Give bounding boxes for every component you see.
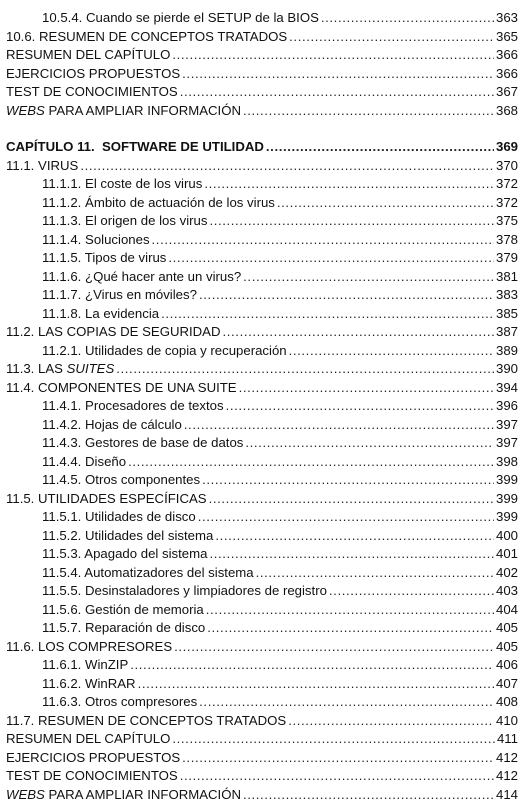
toc-entry-title: Diseño — [85, 454, 126, 469]
toc-entry-label — [6, 323, 221, 342]
toc-entry-page: 411 — [497, 730, 518, 749]
toc-entry-label — [6, 730, 170, 749]
toc-entry-number: 11.3. — [6, 361, 34, 376]
toc-entry — [6, 730, 518, 749]
toc-entry — [6, 9, 518, 28]
toc-entry-page: 390 — [496, 360, 518, 379]
toc-entry-page: 400 — [496, 527, 518, 546]
toc-entry-label — [6, 712, 286, 731]
toc-entry-title: Procesadores de textos — [85, 398, 224, 413]
toc-entry-title: Gestión de memoria — [85, 602, 204, 617]
toc-entry — [6, 379, 518, 398]
toc-entry-label — [42, 9, 319, 28]
toc-entry-page: 407 — [496, 675, 518, 694]
toc-entry-number: 10.6. — [6, 29, 35, 44]
toc-entry-title: Utilidades del sistema — [85, 528, 213, 543]
toc-entry-title: Soluciones — [85, 232, 150, 247]
toc-entry-number: 11.2. — [6, 324, 34, 339]
toc-entry — [6, 46, 518, 65]
toc-entry-page: 398 — [496, 453, 518, 472]
toc-entry-label — [42, 453, 126, 472]
toc-entry-title: Reparación de disco — [85, 620, 205, 635]
dot-leader — [184, 416, 494, 435]
toc-entry-number: 11.1.3. — [42, 213, 81, 228]
toc-entry-page: 372 — [496, 175, 518, 194]
toc-entry-label — [6, 767, 178, 786]
toc-entry-title: VIRUS — [38, 158, 78, 173]
toc-entry-label — [6, 28, 287, 47]
toc-entry-title: RESUMEN DEL CAPÍTULO — [6, 47, 170, 62]
toc-entry — [6, 249, 518, 268]
toc-entry-page: 365 — [496, 28, 518, 47]
toc-entry-page: 397 — [496, 434, 518, 453]
toc-entry-title: El coste de los virus — [85, 176, 202, 191]
toc-entry — [6, 286, 518, 305]
toc-entry-number: 11.1.6. — [42, 269, 81, 284]
chapter-label — [6, 138, 264, 157]
toc-entry-number: 11.6. — [6, 639, 34, 654]
dot-leader — [329, 582, 494, 601]
toc-entry — [6, 268, 518, 287]
toc-entry-label — [42, 416, 182, 435]
toc-entry-number: 11.5.7. — [42, 620, 81, 635]
toc-entry-label — [42, 471, 200, 490]
toc-entry-number: 11.1.5. — [42, 250, 81, 265]
toc-entry — [6, 360, 518, 379]
toc-entry-number: 11.6.1. — [42, 657, 81, 672]
toc-entry-page: 399 — [496, 490, 518, 509]
toc-entry — [6, 619, 518, 638]
toc-entry — [6, 102, 518, 121]
dot-leader — [245, 434, 494, 453]
toc-entry-title: Cuando se pierde el SETUP de la BIOS — [86, 10, 319, 25]
toc-entry-label — [6, 157, 78, 176]
dot-leader — [182, 65, 494, 84]
toc-entry-label — [6, 46, 170, 65]
toc-entry-label — [6, 786, 241, 804]
toc-entry-page: 399 — [496, 508, 518, 527]
dot-leader — [289, 28, 494, 47]
toc-entry-label — [42, 286, 197, 305]
toc-entry-title-italic: WEBS — [6, 103, 45, 118]
toc-entry-title: WinZIP — [85, 657, 128, 672]
toc-entry-page: 402 — [496, 564, 518, 583]
toc-entry-number: 11.4. — [6, 380, 34, 395]
toc-entry-title: Utilidades de copia y recuperación — [85, 343, 287, 358]
dot-leader — [256, 564, 494, 583]
toc-entry-label — [6, 379, 237, 398]
toc-entry-number: 11.5.3. — [42, 546, 81, 561]
toc-entry-title: LAS — [38, 361, 67, 376]
toc-entry-number: 11.7. — [6, 713, 34, 728]
toc-entry-label — [42, 434, 243, 453]
toc-entry-title: Gestores de base de datos — [85, 435, 243, 450]
toc-entry-title: Utilidades de disco — [85, 509, 196, 524]
toc-entry-label — [6, 83, 178, 102]
toc-entry-label — [42, 564, 254, 583]
dot-leader — [209, 490, 494, 509]
toc-entry-number: 11.1. — [6, 158, 34, 173]
dot-leader — [321, 9, 494, 28]
dot-leader — [116, 360, 494, 379]
toc-entry — [6, 28, 518, 47]
toc-entry-label — [42, 582, 327, 601]
toc-entry-title: UTILIDADES ESPECÍFICAS — [38, 491, 207, 506]
toc-entry — [6, 471, 518, 490]
toc-entry-number: 11.5.1. — [42, 509, 81, 524]
toc-entry-label — [6, 102, 241, 121]
toc-entry-page: 366 — [496, 65, 518, 84]
toc-entry — [6, 490, 518, 509]
dot-leader — [243, 786, 494, 804]
dot-leader — [207, 619, 494, 638]
toc-entry-title: COMPONENTES DE UNA SUITE — [38, 380, 237, 395]
toc-entry — [6, 527, 518, 546]
toc-entry-page: 372 — [496, 194, 518, 213]
toc-entry-number: 11.5.6. — [42, 602, 81, 617]
toc-entry-title-italic: WEBS — [6, 787, 45, 802]
toc-entry-page: 412 — [496, 749, 518, 768]
dot-leader — [223, 323, 494, 342]
dot-leader — [277, 194, 494, 213]
toc-entry — [6, 601, 518, 620]
toc-entry-page: 375 — [496, 212, 518, 231]
dot-leader — [243, 268, 494, 287]
toc-entry-label — [6, 749, 180, 768]
toc-entry-page: 405 — [496, 638, 518, 657]
toc-entry — [6, 65, 518, 84]
toc-entry-title: RESUMEN DE CONCEPTOS TRATADOS — [39, 29, 287, 44]
toc-entry-label — [42, 397, 224, 416]
toc-entry-number: 11.5.4. — [42, 565, 81, 580]
toc-entry — [6, 212, 518, 231]
toc-entry-title: Otros compresores — [85, 694, 197, 709]
toc-entry-label — [42, 194, 275, 213]
toc-entry-title: Hojas de cálculo — [85, 417, 182, 432]
dot-leader — [198, 508, 494, 527]
dot-leader — [130, 656, 494, 675]
dot-leader — [215, 527, 494, 546]
toc-entry-page: 394 — [496, 379, 518, 398]
toc-entry-page: 383 — [496, 286, 518, 305]
toc-entry-title: PARA AMPLIAR INFORMACIÓN — [45, 103, 241, 118]
toc-entry-label — [42, 601, 204, 620]
toc-entry-page: 397 — [496, 416, 518, 435]
toc-block-chapter-10-end — [6, 9, 518, 120]
toc-entry — [6, 194, 518, 213]
dot-leader — [239, 379, 494, 398]
toc-entry-number: 11.4.3. — [42, 435, 81, 450]
toc-entry-page: 368 — [496, 102, 518, 121]
toc-entry — [6, 342, 518, 361]
toc-entry-title-italic: SUITES — [67, 361, 115, 376]
toc-entry — [6, 656, 518, 675]
dot-leader — [152, 231, 494, 250]
toc-entry — [6, 786, 518, 804]
toc-entry-label — [42, 527, 213, 546]
toc-entry-number: 11.4.1. — [42, 398, 81, 413]
dot-leader — [161, 305, 494, 324]
toc-entry-title: Apagado del sistema — [84, 546, 207, 561]
toc-entry-title: Otros componentes — [85, 472, 200, 487]
toc-entry-label — [6, 490, 207, 509]
toc-entry-page: 404 — [496, 601, 518, 620]
toc-entry-title: LAS COPIAS DE SEGURIDAD — [38, 324, 220, 339]
toc-entry — [6, 508, 518, 527]
toc-entry — [6, 453, 518, 472]
toc-entry — [6, 749, 518, 768]
dot-leader — [172, 730, 495, 749]
toc-entry — [6, 767, 518, 786]
dot-leader — [138, 675, 494, 694]
toc-entry-title: El origen de los virus — [85, 213, 207, 228]
dot-leader — [288, 712, 494, 731]
toc-entry-page: 405 — [496, 619, 518, 638]
toc-entry-number: 11.1.8. — [42, 306, 81, 321]
toc-entry-title: LOS COMPRESORES — [38, 639, 172, 654]
toc-entry-number: 11.5.5. — [42, 583, 81, 598]
toc-entry-page: 370 — [496, 157, 518, 176]
toc-entry-page: 410 — [496, 712, 518, 731]
toc-entry-page: 367 — [496, 83, 518, 102]
toc-entry — [6, 305, 518, 324]
toc-entry — [6, 157, 518, 176]
toc-entry-label — [6, 638, 172, 657]
toc-entry-label — [42, 212, 207, 231]
toc-entry-page: 379 — [496, 249, 518, 268]
toc-entry-number: 11.1.4. — [42, 232, 81, 247]
dot-leader — [266, 138, 494, 157]
toc-entry — [6, 582, 518, 601]
toc-entry-label — [42, 619, 205, 638]
toc-entry-number: 11.1.1. — [42, 176, 81, 191]
dot-leader — [128, 453, 494, 472]
toc-entry-page: 378 — [496, 231, 518, 250]
chapter-page: 369 — [496, 138, 518, 157]
toc-entry-label — [42, 305, 159, 324]
toc-entry-number: 11.5.2. — [42, 528, 81, 543]
dot-leader — [172, 46, 494, 65]
toc-entry-title: EJERCICIOS PROPUESTOS — [6, 66, 180, 81]
toc-entry-number: 11.2.1. — [42, 343, 81, 358]
toc-entry — [6, 434, 518, 453]
dot-leader — [209, 545, 494, 564]
toc-entry-page: 363 — [496, 9, 518, 28]
dot-leader — [180, 767, 494, 786]
toc-entry-title: Desinstaladores y limpiadores de registro — [85, 583, 327, 598]
toc-entry-label — [42, 268, 241, 287]
dot-leader — [204, 175, 494, 194]
dot-leader — [206, 601, 494, 620]
toc-entry-label — [42, 342, 287, 361]
dot-leader — [199, 286, 494, 305]
toc-entry-page: 385 — [496, 305, 518, 324]
dot-leader — [174, 638, 494, 657]
dot-leader — [168, 249, 494, 268]
toc-entry-page: 414 — [496, 786, 518, 804]
toc-entry — [6, 693, 518, 712]
toc-entry-title: ¿Qué hacer ante un virus? — [85, 269, 241, 284]
dot-leader — [182, 749, 494, 768]
toc-entry — [6, 83, 518, 102]
toc-entry — [6, 323, 518, 342]
dot-leader — [209, 212, 494, 231]
toc-entry-number: 11.4.2. — [42, 417, 81, 432]
toc-entry-page: 401 — [496, 545, 518, 564]
toc-entry-page: 389 — [496, 342, 518, 361]
toc-entry-title: WinRAR — [85, 676, 136, 691]
toc-entry-page: 408 — [496, 693, 518, 712]
toc-entry-label — [6, 360, 114, 379]
toc-entry-label — [42, 693, 197, 712]
toc-entry-page: 366 — [496, 46, 518, 65]
toc-entry-title: Tipos de virus — [85, 250, 167, 265]
toc-entry-label — [42, 508, 196, 527]
dot-leader — [202, 471, 494, 490]
toc-entry-page: 412 — [496, 767, 518, 786]
toc-entry-page: 396 — [496, 397, 518, 416]
toc-entry-label — [42, 675, 136, 694]
toc-entry-title: La evidencia — [85, 306, 159, 321]
toc-entry-label — [42, 231, 150, 250]
toc-entry-number: 11.5. — [6, 491, 34, 506]
toc-block-chapter-11 — [6, 157, 518, 804]
toc-entry-number: 10.5.4. — [42, 10, 82, 25]
dot-leader — [243, 102, 494, 121]
toc-entry-title: TEST DE CONOCIMIENTOS — [6, 84, 178, 99]
dot-leader — [226, 397, 494, 416]
toc-entry-number: 11.1.2. — [42, 195, 81, 210]
chapter-title: SOFTWARE DE UTILIDAD — [102, 139, 264, 154]
toc-entry-title: TEST DE CONOCIMIENTOS — [6, 768, 178, 783]
toc-entry-label — [42, 545, 207, 564]
toc-entry-page: 399 — [496, 471, 518, 490]
chapter-number: CAPÍTULO 11. — [6, 139, 95, 154]
toc-entry — [6, 416, 518, 435]
toc-entry-number: 11.6.3. — [42, 694, 81, 709]
toc-entry — [6, 545, 518, 564]
toc-entry-page: 387 — [496, 323, 518, 342]
toc-entry — [6, 175, 518, 194]
toc-entry-label — [6, 65, 180, 84]
toc-entry — [6, 564, 518, 583]
dot-leader — [180, 83, 494, 102]
dot-leader — [289, 342, 494, 361]
toc-entry-label — [42, 175, 202, 194]
toc-entry — [6, 638, 518, 657]
dot-leader — [80, 157, 494, 176]
toc-entry-page: 403 — [496, 582, 518, 601]
toc-entry-title: PARA AMPLIAR INFORMACIÓN — [45, 787, 241, 802]
toc-entry-number: 11.1.7. — [42, 287, 81, 302]
toc-entry-number: 11.6.2. — [42, 676, 81, 691]
toc-entry — [6, 231, 518, 250]
table-of-contents — [6, 9, 518, 804]
toc-entry-page: 406 — [496, 656, 518, 675]
toc-entry-page: 381 — [496, 268, 518, 287]
toc-entry-title: Ámbito de actuación de los virus — [85, 195, 275, 210]
toc-entry-number: 11.4.5. — [42, 472, 81, 487]
toc-entry-title: EJERCICIOS PROPUESTOS — [6, 750, 180, 765]
chapter-heading — [6, 138, 518, 157]
toc-entry-number: 11.4.4. — [42, 454, 81, 469]
toc-entry-title: Automatizadores del sistema — [84, 565, 253, 580]
dot-leader — [199, 693, 494, 712]
toc-entry — [6, 712, 518, 731]
toc-entry — [6, 675, 518, 694]
toc-entry-label — [42, 249, 166, 268]
toc-entry-title: RESUMEN DE CONCEPTOS TRATADOS — [38, 713, 286, 728]
toc-entry — [6, 397, 518, 416]
toc-entry-title: ¿Virus en móviles? — [85, 287, 197, 302]
toc-entry-label — [42, 656, 128, 675]
toc-entry-title: RESUMEN DEL CAPÍTULO — [6, 731, 170, 746]
